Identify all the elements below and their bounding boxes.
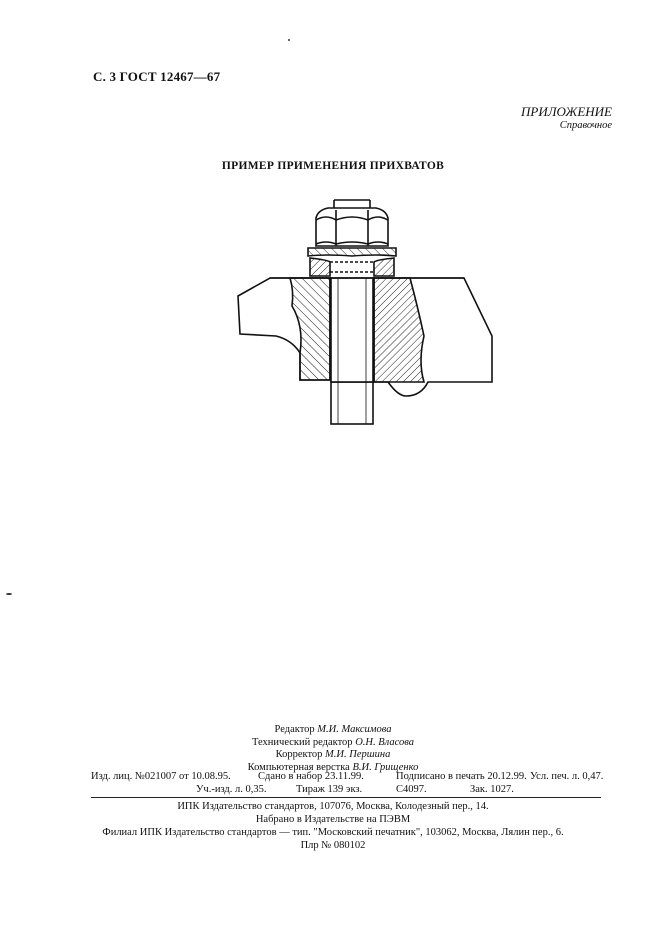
credit-proofreader: Корректор М.И. Першина <box>275 749 391 760</box>
scan-speck <box>6 593 12 595</box>
imprint-line-2: Набрано в Издательстве на ПЭВМ <box>255 814 411 825</box>
footer-divider <box>91 797 601 798</box>
figure-title: ПРИМЕР ПРИМЕНЕНИЯ ПРИХВАТОВ <box>221 160 445 172</box>
pub-run: Тираж 139 экз. <box>296 784 363 795</box>
hex-nut <box>316 208 388 246</box>
pub-order: Зак. 1027. <box>470 784 514 795</box>
pub-print-sheets: Усл. печ. л. 0,47. <box>530 771 604 782</box>
appendix-title: ПРИЛОЖЕНИЕ <box>521 104 612 119</box>
imprint-line-4: Плр № 080102 <box>300 840 366 851</box>
credit-editor: Редактор М.И. Максимова <box>274 724 392 735</box>
pub-license: Изд. лиц. №021007 от 10.08.95. <box>91 771 231 782</box>
clamp-assembly-drawing <box>228 196 498 433</box>
credit-layout: Компьютерная верстка В.И. Грищенко <box>247 761 419 773</box>
pub-sheets: Уч.-изд. л. 0,35. <box>196 784 267 795</box>
bolt-shank <box>331 382 373 424</box>
scan-speck <box>288 39 290 41</box>
appendix-label <box>521 104 612 131</box>
pub-code: С4097. <box>396 784 427 795</box>
spherical-washer <box>308 248 396 256</box>
page-header: С. 3 ГОСТ 12467—67 <box>93 69 221 84</box>
imprint-block <box>0 800 666 852</box>
pub-submitted: Сдано в набор 23.11.99. <box>258 771 364 782</box>
credits-block <box>0 724 666 774</box>
imprint-line-1: ИПК Издательство стандартов, 107076, Москва, Колодезный пер., 14. <box>177 801 489 812</box>
appendix-subtitle: Справочное <box>559 120 612 131</box>
imprint-line-3: Филиал ИПК Издательство стандартов — тип. "Московский печатник", 103062, Москва, Лялин пер., 6. <box>102 827 564 838</box>
credit-tech-editor: Технический редактор О.Н. Власова <box>252 736 414 748</box>
pub-signed: Подписано в печать 20.12.99. <box>396 771 527 782</box>
